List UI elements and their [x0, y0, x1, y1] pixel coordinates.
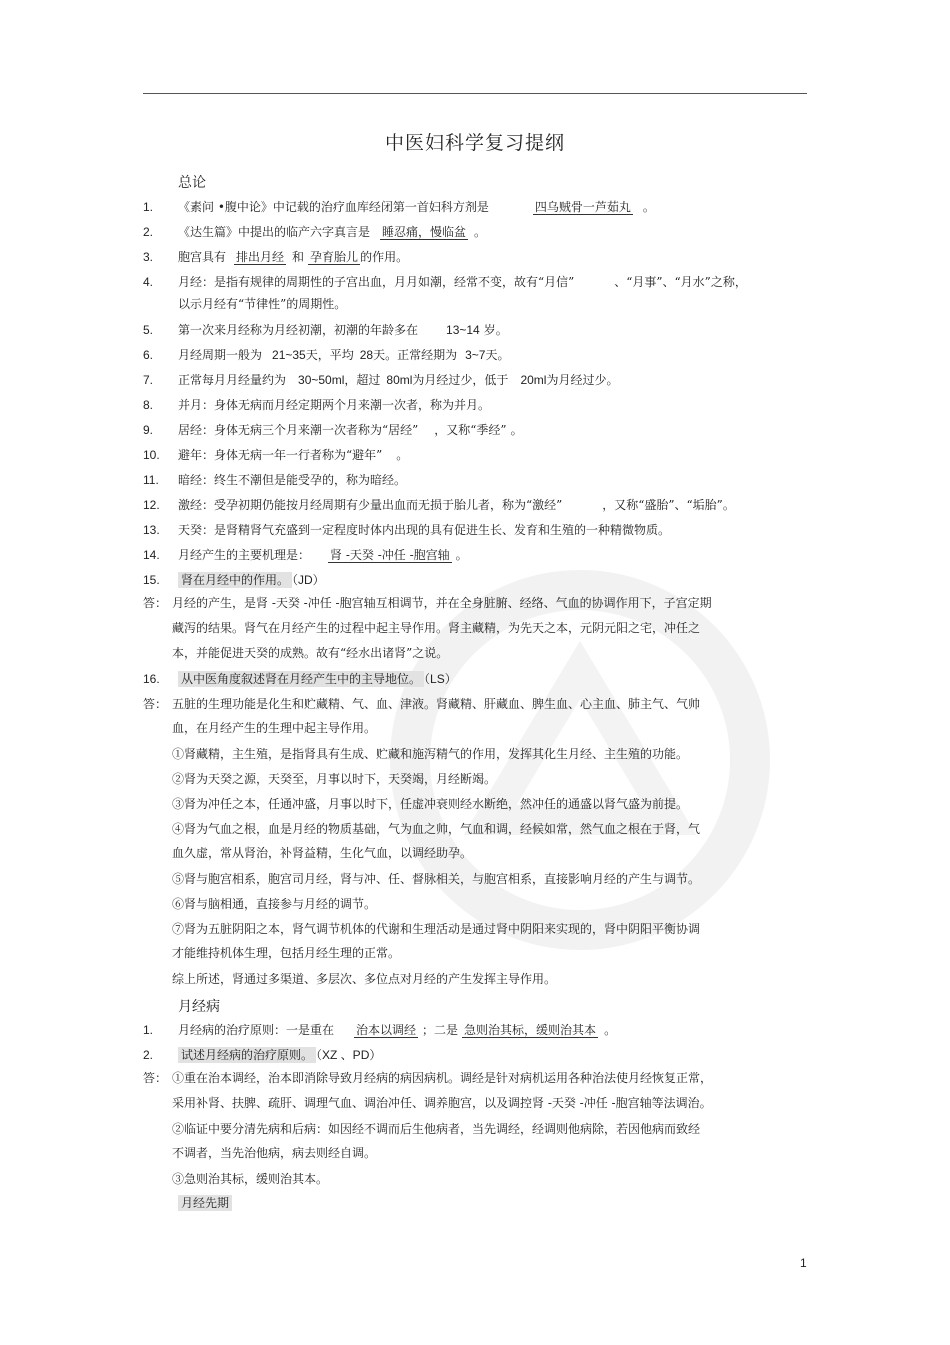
blank-answer: 四乌贼骨一芦茹丸: [534, 200, 631, 214]
section-heading-menstrual: 月经病: [178, 999, 220, 1015]
item-number: 15.: [143, 573, 160, 587]
section-heading-early-period: 月经先期: [178, 1195, 232, 1211]
question-highlight: 肾在月经中的作用。: [178, 572, 292, 588]
answer-16-point-4-cont: 血久虚，常从肾治，补肾益精，生化气血，以调经助孕。: [172, 846, 473, 860]
item-number: 4.: [143, 275, 154, 289]
answer-m2-line-2: 采用补肾、扶脾、疏肝、调理气血、调治冲任、调养胞宫，以及调控肾 -天癸 -冲任 -胞宫轴等法调治。: [172, 1096, 712, 1110]
item-number: 10.: [143, 448, 160, 462]
answer-m2-line-5: ③急则治其标，缓则治其本。: [172, 1172, 329, 1186]
answer-m2-line-4: 不调者，当先治他病，病去则经自调。: [172, 1146, 377, 1160]
blank-answer: 肾 -天癸 -冲任 -胞宫轴: [330, 548, 450, 562]
item-number: 16.: [143, 672, 160, 686]
item-12: 激经：受孕初期仍能按月经周期有少量出血而无损于胎儿者，称为“激经” ，又称“盛胎”、“垢胎”。: [178, 498, 735, 512]
answer-label: 答：: [143, 697, 168, 711]
item-number: 2.: [143, 225, 154, 239]
answer-15-line-2: 藏泻的结果。肾气在月经产生的过程中起主导作用。肾主藏精，为先天之本，元阴元阳之宅，冲任之: [172, 621, 701, 635]
section-heading-general: 总论: [178, 175, 206, 191]
item-number: 6.: [143, 348, 154, 362]
item-11: 暗经：终生不潮但是能受孕的，称为暗经。: [178, 473, 407, 487]
question-highlight: 从中医角度叙述肾在月经产生中的主导地位。: [178, 671, 424, 687]
item-number: 1.: [143, 200, 154, 214]
item-number: 2.: [143, 1048, 154, 1062]
item-number: 7.: [143, 373, 154, 387]
item-4-cont: 以示月经有“节律性”的周期性。: [178, 297, 347, 311]
item-4: 月经：是指有规律的周期性的子宫出血，月月如潮，经常不变，故有“月信” 、“月事”、“月水”之称，: [178, 275, 747, 289]
page-title: 中医妇科学复习提纲: [384, 132, 565, 154]
item-9: 居经：身体无病三个月来潮一次者称为“居经” ，又称“季经” 。: [178, 423, 523, 437]
answer-16-line-2: 血，在月经产生的生理中起主导作用。: [172, 721, 377, 735]
answer-16-point-7: ⑦肾为五脏阴阳之本，肾气调节机体的代谢和生理活动是通过肾中阴阳来实现的，肾中阴阳平衡协调: [172, 922, 701, 936]
item-number: 1.: [143, 1023, 154, 1037]
item-number: 3.: [143, 250, 154, 264]
answer-15-line-1: 月经的产生，是肾 -天癸 -冲任 -胞宫轴互相调节，并在全身脏腑、经络、气血的协调作用下，子宫定期: [172, 596, 712, 610]
question-15: 肾在月经中的作用。 （JD）: [178, 572, 325, 588]
item-number: 12.: [143, 498, 160, 512]
item-number: 13.: [143, 523, 160, 537]
answer-m2-line-3: ②临证中要分清先病和后病：如因经不调而后生他病者，当先调经，经调则他病除，若因他病而致经: [172, 1122, 701, 1136]
answer-16-point-4: ④肾为气血之根，血是月经的物质基础，气为血之帅，气血和调，经候如常，然气血之根在于肾，气: [172, 822, 701, 836]
blank-answer: 睡忍痛，慢临盆: [382, 225, 467, 239]
item-number: 8.: [143, 398, 154, 412]
question-highlight: 试述月经病的治疗原则。: [178, 1047, 316, 1063]
item-number: 14.: [143, 548, 160, 562]
item-number: 5.: [143, 323, 154, 337]
menstrual-question-2: 试述月经病的治疗原则。 （XZ 、PD）: [178, 1047, 381, 1063]
answer-16-point-6: ⑥肾与脑相通，直接参与月经的调节。: [172, 897, 377, 911]
answer-16-point-5: ⑤肾与胞宫相系，胞宫司月经，肾与冲、任、督脉相关，与胞宫相系，直接影响月经的产生与调节。: [172, 872, 701, 886]
blank-answer: 急则治其标，缓则治其本: [464, 1023, 597, 1037]
answer-16-point-2: ②肾为天癸之源，天癸至，月事以时下，天癸竭，月经断竭。: [172, 772, 497, 786]
answer-16-point-1: ①肾藏精，主生殖，是指肾具有生成、贮藏和施泻精气的作用，发挥其化生月经、主生殖的功能。: [172, 747, 689, 761]
answer-16-point-7-cont: 才能维持机体生理，包括月经生理的正常。: [172, 946, 401, 960]
item-14: 月经产生的主要机理是： 肾 -天癸 -冲任 -胞宫轴 。: [178, 548, 468, 562]
menstrual-item-1: 月经病的治疗原则：一是重在 治本以调经 ；二是 急则治其标，缓则治其本 。: [178, 1023, 617, 1037]
answer-16-summary: 综上所述，肾通过多渠道、多层次、多位点对月经的产生发挥主导作用。: [172, 972, 557, 986]
item-3: 胞宫具有 排出月经 和 孕育胎儿 的作用。: [178, 250, 409, 264]
item-2: 《达生篇》中提出的临产六字真言是 睡忍痛，慢临盆 。: [178, 225, 487, 239]
item-8: 并月：身体无病而月经定期两个月来潮一次者，称为并月。: [178, 398, 491, 412]
item-6: 月经周期一般为 21~35天，平均 28天。正常经期为 3~7天。: [178, 348, 510, 362]
answer-16-point-3: ③肾为冲任之本，任通冲盛，月事以时下，任虚冲衰则经水断绝，然冲任的通盛以肾气盛为前提。: [172, 797, 689, 811]
item-7: 正常每月月经量约为 30~50ml，超过 80ml为月经过少，低于 20ml为月经过少。: [178, 373, 619, 387]
answer-16-line-1: 五脏的生理功能是化生和贮藏精、气、血、津液。肾藏精、肝藏血、脾生血、心主血、肺主气、气帅: [172, 697, 701, 711]
item-number: 11.: [143, 473, 159, 487]
page-number: 1: [800, 1256, 807, 1270]
item-10: 避年：身体无病一年一行者称为“避年” 。: [178, 448, 409, 462]
blank-answer: 治本以调经: [356, 1023, 417, 1037]
header-rule: [143, 93, 807, 94]
item-number: 9.: [143, 423, 154, 437]
item-1: 《素问 •腹中论》中记载的治疗血库经闭第一首妇科方剂是 四乌贼骨一芦茹丸 。: [178, 200, 655, 214]
question-16: 从中医角度叙述肾在月经产生中的主导地位。 （LS）: [178, 671, 457, 687]
item-13: 天癸：是肾精肾气充盛到一定程度时体内出现的具有促进生长、发育和生殖的一种精微物质。: [178, 523, 671, 537]
answer-label: 答：: [143, 1071, 168, 1085]
answer-m2-line-1: ①重在治本调经，治本即消除导致月经病的病因病机。调经是针对病机运用各种治法使月经恢复正常，: [172, 1071, 713, 1085]
answer-label: 答：: [143, 596, 168, 610]
answer-15-line-3: 本，并能促进天癸的成熟。故有“经水出诸肾”之说。: [172, 646, 449, 660]
item-5: 第一次来月经称为月经初潮，初潮的年龄多在 13~14 岁。: [178, 323, 508, 337]
